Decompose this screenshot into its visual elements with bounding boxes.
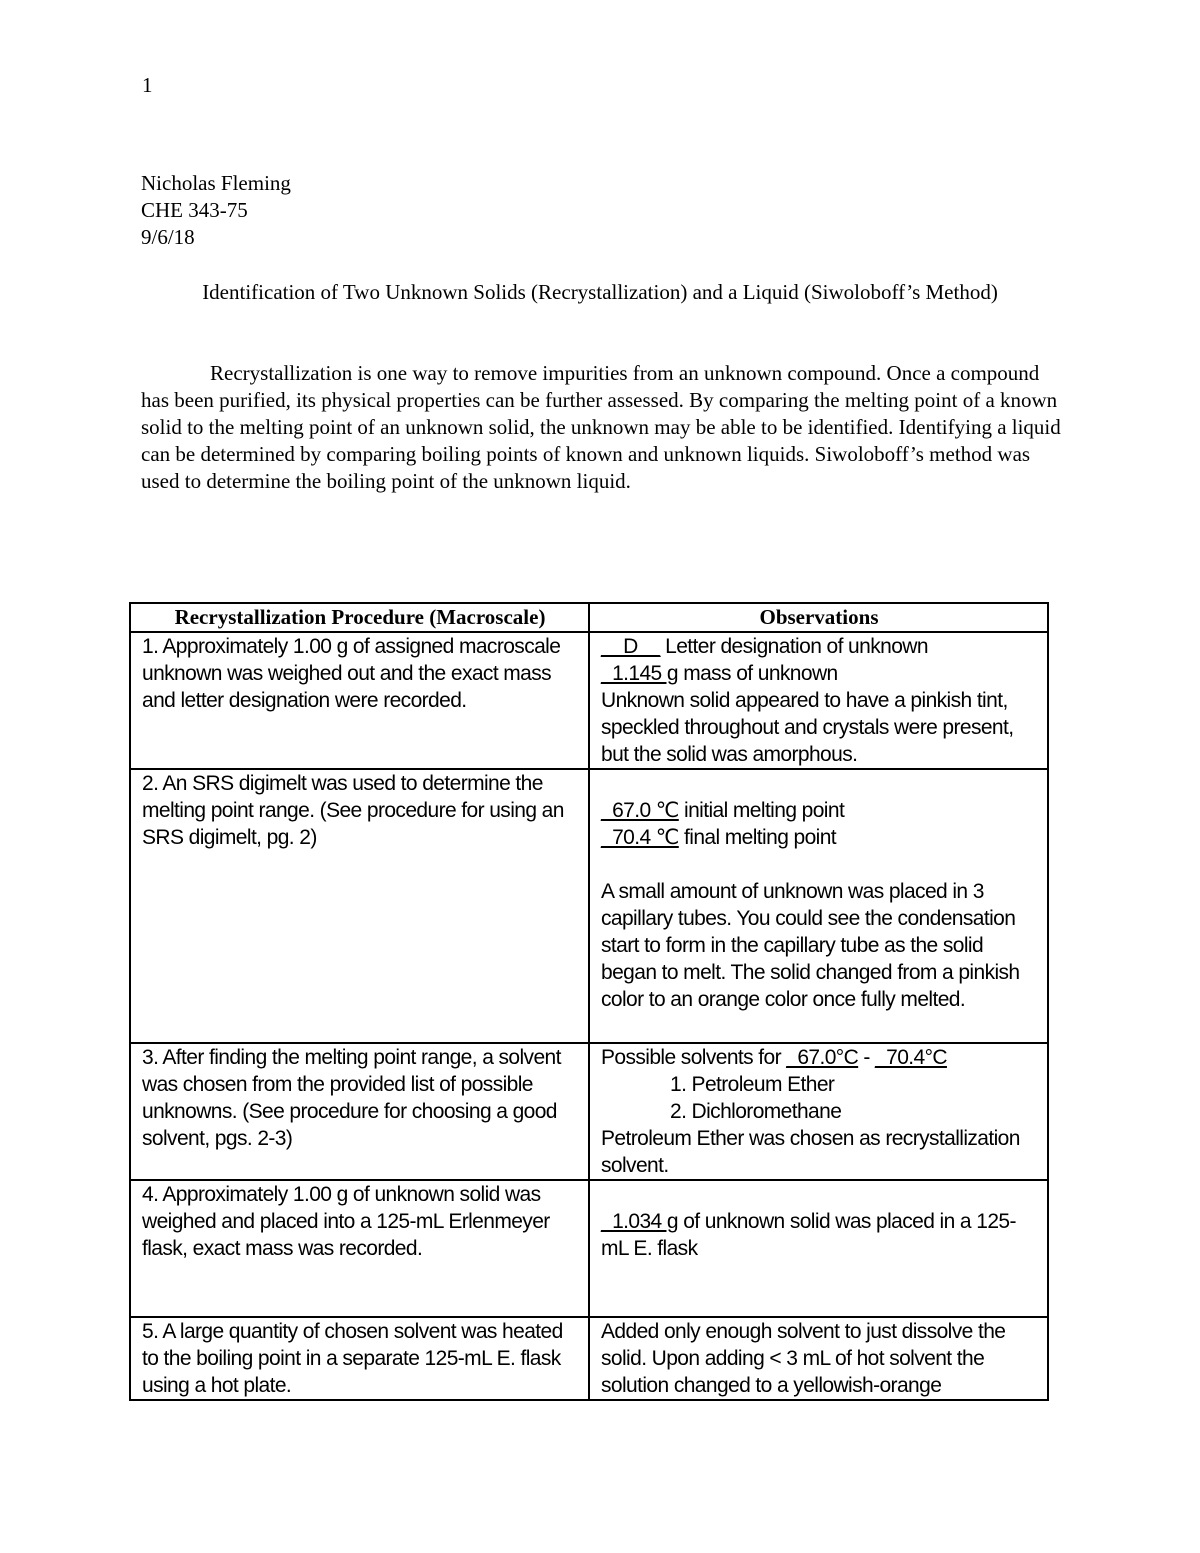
letter-designation-line <box>601 633 1037 660</box>
procedure-table <box>129 602 1049 1401</box>
observation-4 <box>589 1180 1048 1317</box>
procedure-step-4: 4. Approximately 1.00 g of unknown solid was weighed and placed into a 125-mL Erlenmeyer flask, exact mass was recorded. <box>130 1180 589 1317</box>
letter-label: Letter designation of unknown <box>659 635 928 658</box>
procedure-step-1: 1. Approximately 1.00 g of assigned macroscale unknown was weighed out and the exact mass and letter designation were recorded. <box>130 632 589 769</box>
range-low: _67.0°C <box>786 1046 859 1069</box>
solid-description: Unknown solid appeared to have a pinkish tint, speckled throughout and crystals were present, but the solid was amorphous. <box>601 689 1014 766</box>
solvent-option-2: 2. Dichloromethane <box>670 1100 842 1123</box>
procedure-column-header: Recrystallization Procedure (Macroscale) <box>130 603 589 632</box>
author-name: Nicholas Fleming <box>141 171 291 195</box>
final-mp-value: _70.4 ℃ <box>601 826 679 849</box>
possible-solvents-line <box>601 1044 1037 1071</box>
mass-label: mass of unknown <box>677 662 838 685</box>
solvent-option-1: 1. Petroleum Ether <box>670 1073 835 1096</box>
course-code: CHE 343-75 <box>141 198 248 222</box>
table-row <box>130 1043 1048 1180</box>
observation-1 <box>589 632 1048 769</box>
table-row <box>130 632 1048 769</box>
procedure-step-5: 5. A large quantity of chosen solvent was heated to the boiling point in a separate 125-mL E. flask using a hot plate. <box>130 1317 589 1400</box>
report-date: 9/6/18 <box>141 225 195 249</box>
solvent-conclusion: Petroleum Ether was chosen as recrystallization solvent. <box>601 1127 1020 1177</box>
procedure-step-3: 3. After finding the melting point range, a solvent was chosen from the provided list of possible unknowns. (See procedure for choosing a good solvent, pgs. 2-3) <box>130 1043 589 1180</box>
observations-column-header: Observations <box>589 603 1048 632</box>
intro-paragraph: Recrystallization is one way to remove impurities from an unknown compound. Once a compound has been purified, its physical properties can be further assessed. By comparing the melting point of a known solid to the melting point of an unknown solid, the unknown may be able to be identified. Identifying a liquid can be determined by comparing boiling points of known and unknown liquids. Siwoloboff’s method was used to determine the boiling point of the unknown liquid. <box>141 361 1061 493</box>
letter-value: __D__ <box>601 635 660 658</box>
solvents-prefix: Possible solvents for <box>601 1046 787 1069</box>
document-title: Identification of Two Unknown Solids (Recrystallization) and a Liquid (Siwoloboff’s Method) <box>202 280 998 304</box>
range-separator: - <box>858 1046 876 1069</box>
table-row <box>130 1317 1048 1400</box>
document-header <box>141 170 291 251</box>
initial-mp-label: initial melting point <box>678 799 845 822</box>
weighed-mass-label: of unknown solid was placed in a 125-mL E. flask <box>601 1210 1016 1260</box>
procedure-step-2: 2. An SRS digimelt was used to determine the melting point range. (See procedure for using an SRS digimelt, pg. 2) <box>130 769 589 1043</box>
table-header-row <box>130 603 1048 632</box>
table-row <box>130 769 1048 1043</box>
range-high: _70.4°C <box>875 1046 947 1069</box>
table-row <box>130 1180 1048 1317</box>
final-mp-label: final melting point <box>678 826 837 849</box>
initial-mp-value: _67.0 ℃ <box>601 799 679 822</box>
mass-value: _1.145 g <box>601 662 678 685</box>
observation-5: Added only enough solvent to just dissolve the solid. Upon adding < 3 mL of hot solvent the solution changed to a yellowish-orange <box>589 1317 1048 1400</box>
melting-description: A small amount of unknown was placed in 3 capillary tubes. You could see the condensation start to form in the capillary tube as the solid began to melt. The solid changed from a pinkish color to an orange color once fully melted. <box>601 880 1020 1011</box>
page-number: 1 <box>142 73 153 97</box>
observation-3 <box>589 1043 1048 1180</box>
initial-melting-point-line <box>601 797 1037 824</box>
final-melting-point-line <box>601 824 1037 851</box>
observation-2 <box>589 769 1048 1043</box>
weighed-mass-value: _1.034 g <box>601 1210 678 1233</box>
unknown-mass-line <box>601 660 1037 687</box>
weighed-mass-line <box>601 1208 1037 1262</box>
